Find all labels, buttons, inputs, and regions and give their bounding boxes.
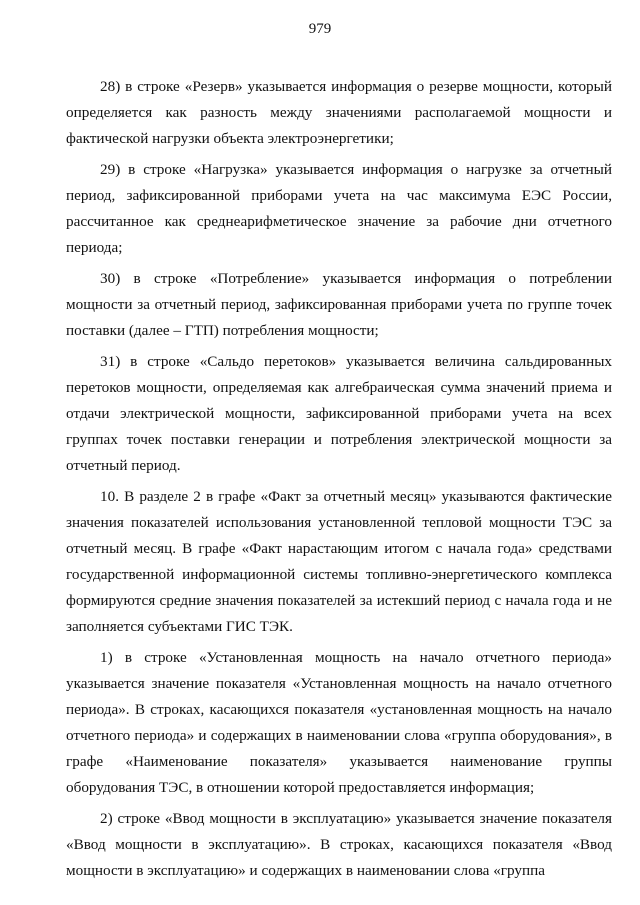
paragraph-item-31: 31) в строке «Сальдо перетоков» указывается величина сальдированных перетоков мощности, определяемая как алгебраическая сумма значений приема и отдачи электрической мощности, зафиксированной приборами учета на всех группах точек поставки генерации и потребления электрической мощности за отчетный период.	[66, 353, 612, 474]
paragraph-subitem-1: 1) в строке «Установленная мощность на начало отчетного периода» указывается значение показателя «Установленная мощность на начало отчетного периода». В строках, касающихся показателя «установленная мощность на начало отчетного периода» и содержащих в наименовании слова «группа оборудования», в графе «Наименование показателя» указывается наименование группы оборудования ТЭС, в отношении которой предоставляется информация;	[66, 649, 612, 796]
page-number: 979	[308, 21, 332, 37]
paragraph-section-10: 10. В разделе 2 в графе «Факт за отчетный месяц» указываются фактические значения показателей использования установленной тепловой мощности ТЭС за отчетный месяц. В графе «Факт нарастающим итогом с начала года» средствами государственной информационной системы топливно-энергетического комплекса формируются средние значения показателей за истекший период с начала года и не заполняется субъектами ГИС ТЭК.	[66, 488, 612, 635]
paragraph-subitem-2: 2) строке «Ввод мощности в эксплуатацию» указывается значение показателя «Ввод мощности в эксплуатацию». В строках, касающихся показателя «Ввод мощности в эксплуатацию» и содержащих в наименовании слова «группа	[66, 810, 612, 879]
document-body	[66, 74, 612, 889]
paragraph-item-28: 28) в строке «Резерв» указывается информация о резерве мощности, который определяется как разность между значениями располагаемой мощности и фактической нагрузки объекта электроэнергетики;	[66, 78, 612, 147]
paragraph-item-29: 29) в строке «Нагрузка» указывается информация о нагрузке за отчетный период, зафиксированной приборами учета на час максимума ЕЭС России, рассчитанное как среднеарифметическое значение за рабочие дни отчетного периода;	[66, 161, 612, 256]
paragraph-item-30: 30) в строке «Потребление» указывается информация о потреблении мощности за отчетный период, зафиксированная приборами учета по группе точек поставки (далее – ГТП) потребления мощности;	[66, 270, 612, 339]
